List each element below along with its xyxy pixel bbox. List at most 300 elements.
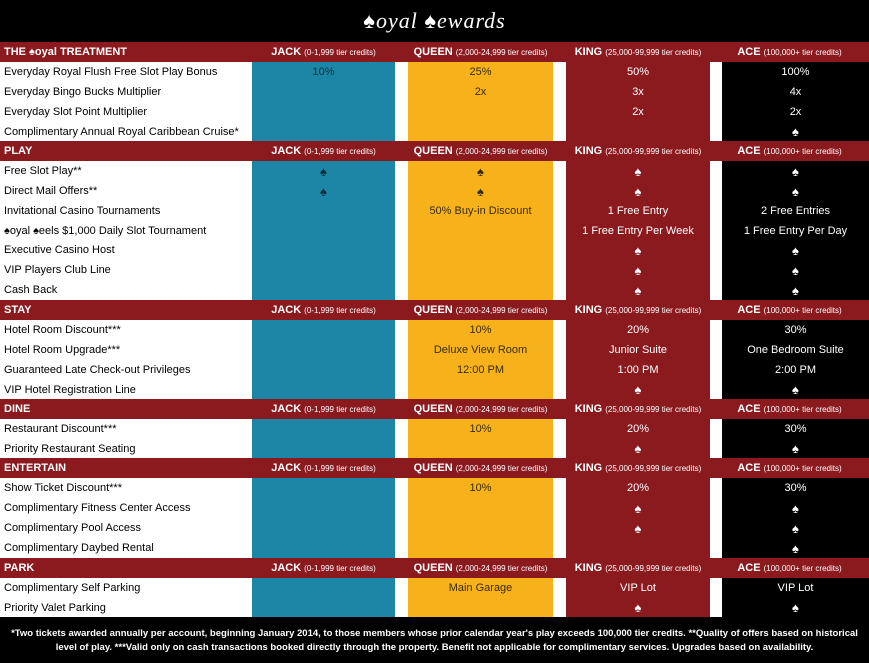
tier-range: (100,000+ tier credits)	[763, 404, 842, 414]
section-header-row	[0, 42, 869, 62]
column-gap	[395, 498, 408, 518]
benefit-jack	[252, 380, 395, 399]
benefit-label: Everyday Slot Point Multiplier	[0, 102, 252, 122]
tier-name: JACK	[271, 145, 302, 157]
benefit-jack	[252, 240, 395, 260]
benefit-label: Everyday Royal Flush Free Slot Play Bonus	[0, 62, 252, 82]
benefit-label: Invitational Casino Tournaments	[0, 201, 252, 221]
benefit-label: Free Slot Play**	[0, 161, 252, 181]
column-gap	[395, 201, 408, 221]
benefit-queen	[408, 538, 553, 558]
column-gap	[710, 240, 722, 260]
section-title: DINE	[0, 399, 252, 419]
benefit-ace	[722, 380, 869, 399]
benefit-jack	[252, 260, 395, 280]
column-gap	[395, 538, 408, 558]
tier-header-queen	[395, 42, 566, 62]
benefit-ace: 2:00 PM	[722, 360, 869, 380]
tier-name: JACK	[271, 403, 302, 415]
spade-icon: ♠	[634, 183, 642, 199]
benefit-ace	[722, 538, 869, 558]
column-gap	[553, 240, 566, 260]
benefit-king: VIP Lot	[566, 578, 710, 598]
table-row	[0, 122, 869, 141]
benefit-king	[566, 439, 710, 458]
column-gap	[710, 538, 722, 558]
benefit-label: Complimentary Fitness Center Access	[0, 498, 252, 518]
tier-range: (25,000-99,999 tier credits)	[605, 146, 702, 156]
tier-header-ace	[710, 399, 869, 419]
benefit-king: 50%	[566, 62, 710, 82]
tier-name: ACE	[737, 403, 761, 415]
tier-range: (100,000+ tier credits)	[763, 563, 842, 573]
benefit-queen	[408, 181, 553, 201]
tier-header-ace	[710, 558, 869, 578]
spade-icon: ♠	[634, 441, 642, 456]
benefit-label: Priority Restaurant Seating	[0, 439, 252, 458]
column-gap	[553, 518, 566, 538]
benefit-jack	[252, 122, 395, 141]
tier-range: (0-1,999 tier credits)	[304, 404, 376, 414]
benefit-ace: 4x	[722, 82, 869, 102]
column-gap	[395, 122, 408, 141]
tier-range: (2,000-24,999 tier credits)	[455, 463, 548, 473]
tier-header-jack	[252, 399, 395, 419]
spade-icon: ♠	[792, 282, 799, 298]
table-row	[0, 360, 869, 380]
tier-name: QUEEN	[413, 145, 453, 157]
column-gap	[395, 280, 408, 300]
tier-name: QUEEN	[413, 562, 453, 574]
spade-icon: ♠	[792, 183, 799, 199]
column-gap	[710, 518, 722, 538]
benefit-king	[566, 538, 710, 558]
tier-range: (2,000-24,999 tier credits)	[455, 47, 548, 57]
benefit-jack	[252, 221, 395, 240]
benefit-king: 20%	[566, 320, 710, 340]
benefit-label: Hotel Room Upgrade***	[0, 340, 252, 360]
page-title: ♠oyal ♠ewards	[363, 8, 506, 33]
table-row	[0, 578, 869, 598]
column-gap	[553, 538, 566, 558]
spade-icon: ♠	[320, 163, 327, 179]
benefit-queen: 25%	[408, 62, 553, 82]
benefit-queen	[408, 260, 553, 280]
table-row	[0, 240, 869, 260]
benefit-ace	[722, 161, 869, 181]
column-gap	[395, 478, 408, 498]
spade-icon: ♠	[634, 282, 642, 298]
benefit-label: Everyday Bingo Bucks Multiplier	[0, 82, 252, 102]
benefit-ace: 2x	[722, 102, 869, 122]
spade-icon: ♠	[634, 382, 642, 397]
benefit-king	[566, 380, 710, 399]
column-gap	[395, 82, 408, 102]
benefit-king	[566, 240, 710, 260]
tier-header-king	[566, 558, 710, 578]
tier-range: (100,000+ tier credits)	[763, 146, 842, 156]
column-gap	[553, 419, 566, 439]
benefit-ace: 30%	[722, 320, 869, 340]
tier-name: JACK	[271, 562, 302, 574]
benefit-queen: 2x	[408, 82, 553, 102]
tier-header-jack	[252, 558, 395, 578]
table-row	[0, 201, 869, 221]
column-gap	[710, 478, 722, 498]
benefit-label: ♠oyal ♠eels $1,000 Daily Slot Tournament	[0, 221, 252, 240]
column-gap	[395, 578, 408, 598]
benefit-label: Complimentary Annual Royal Caribbean Cruise*	[0, 122, 252, 141]
table-row	[0, 478, 869, 498]
benefit-queen: 10%	[408, 478, 553, 498]
benefit-king	[566, 280, 710, 300]
spade-icon: ♠	[792, 540, 799, 556]
spade-icon: ♠	[634, 520, 642, 536]
spade-icon: ♠	[792, 262, 799, 278]
benefit-ace	[722, 598, 869, 617]
column-gap	[553, 62, 566, 82]
tier-name: KING	[574, 403, 603, 415]
tier-name: KING	[574, 304, 603, 316]
tier-name: QUEEN	[413, 462, 453, 474]
tier-range: (100,000+ tier credits)	[763, 463, 842, 473]
column-gap	[710, 102, 722, 122]
table-row	[0, 102, 869, 122]
column-gap	[553, 478, 566, 498]
tier-header-king	[566, 399, 710, 419]
column-gap	[710, 340, 722, 360]
column-gap	[553, 340, 566, 360]
tier-name: JACK	[271, 46, 302, 58]
benefit-king	[566, 598, 710, 617]
benefit-ace	[722, 240, 869, 260]
tier-name: QUEEN	[413, 304, 453, 316]
tier-header-ace	[710, 42, 869, 62]
benefit-ace: 1 Free Entry Per Day	[722, 221, 869, 240]
benefit-ace	[722, 498, 869, 518]
column-gap	[553, 260, 566, 280]
tier-range: (25,000-99,999 tier credits)	[605, 463, 702, 473]
benefit-queen	[408, 122, 553, 141]
column-gap	[395, 320, 408, 340]
column-gap	[710, 82, 722, 102]
tier-range: (2,000-24,999 tier credits)	[455, 146, 548, 156]
tier-name: QUEEN	[413, 403, 453, 415]
column-gap	[553, 280, 566, 300]
benefit-ace: VIP Lot	[722, 578, 869, 598]
benefit-king: 2x	[566, 102, 710, 122]
benefit-label: Priority Valet Parking	[0, 598, 252, 617]
table-row	[0, 498, 869, 518]
column-gap	[395, 260, 408, 280]
benefit-king: Junior Suite	[566, 340, 710, 360]
column-gap	[710, 578, 722, 598]
column-gap	[553, 181, 566, 201]
benefit-king: 1 Free Entry Per Week	[566, 221, 710, 240]
tier-range: (25,000-99,999 tier credits)	[605, 404, 702, 414]
spade-icon: ♠	[634, 600, 642, 615]
benefit-queen	[408, 161, 553, 181]
column-gap	[395, 62, 408, 82]
benefit-ace: 100%	[722, 62, 869, 82]
section-header-row	[0, 141, 869, 161]
benefit-label: Complimentary Pool Access	[0, 518, 252, 538]
tier-name: ACE	[737, 562, 761, 574]
tier-header-king	[566, 300, 710, 320]
tier-range: (0-1,999 tier credits)	[304, 563, 376, 573]
tier-name: KING	[574, 562, 603, 574]
column-gap	[395, 240, 408, 260]
benefit-queen	[408, 380, 553, 399]
benefit-label: VIP Players Club Line	[0, 260, 252, 280]
benefit-jack	[252, 478, 395, 498]
tier-range: (2,000-24,999 tier credits)	[455, 563, 548, 573]
table-row	[0, 280, 869, 300]
benefit-queen	[408, 102, 553, 122]
tier-header-queen	[395, 458, 566, 478]
column-gap	[710, 122, 722, 141]
table-row	[0, 181, 869, 201]
spade-icon: ♠	[792, 520, 799, 536]
benefit-queen: 10%	[408, 320, 553, 340]
benefit-jack	[252, 280, 395, 300]
spade-icon: ♠	[634, 242, 642, 258]
tier-name: KING	[574, 462, 603, 474]
column-gap	[395, 380, 408, 399]
section-header-row	[0, 300, 869, 320]
section-title: PARK	[0, 558, 252, 578]
benefit-queen	[408, 598, 553, 617]
column-gap	[395, 439, 408, 458]
table-row	[0, 221, 869, 240]
tier-name: KING	[574, 46, 603, 58]
tier-header-queen	[395, 300, 566, 320]
benefit-jack	[252, 518, 395, 538]
column-gap	[553, 102, 566, 122]
benefit-jack	[252, 498, 395, 518]
benefit-label: Show Ticket Discount***	[0, 478, 252, 498]
benefit-label: Complimentary Self Parking	[0, 578, 252, 598]
table-row	[0, 260, 869, 280]
benefit-king	[566, 498, 710, 518]
tier-range: (0-1,999 tier credits)	[304, 47, 376, 57]
column-gap	[395, 161, 408, 181]
column-gap	[553, 598, 566, 617]
tier-range: (100,000+ tier credits)	[763, 47, 842, 57]
column-gap	[710, 598, 722, 617]
column-gap	[553, 380, 566, 399]
benefit-ace	[722, 439, 869, 458]
column-gap	[553, 221, 566, 240]
tier-header-king	[566, 42, 710, 62]
benefit-queen: 10%	[408, 419, 553, 439]
tier-name: JACK	[271, 304, 302, 316]
section-header-row	[0, 399, 869, 419]
spade-icon: ♠	[320, 183, 327, 199]
table-row	[0, 62, 869, 82]
benefit-ace: One Bedroom Suite	[722, 340, 869, 360]
table-row	[0, 538, 869, 558]
benefit-ace	[722, 280, 869, 300]
benefit-queen: 12:00 PM	[408, 360, 553, 380]
benefit-jack	[252, 340, 395, 360]
column-gap	[553, 498, 566, 518]
tier-header-queen	[395, 399, 566, 419]
table-row	[0, 439, 869, 458]
tier-header-queen	[395, 558, 566, 578]
benefit-queen: 50% Buy-in Discount	[408, 201, 553, 221]
column-gap	[710, 260, 722, 280]
column-gap	[710, 62, 722, 82]
spade-icon: ♠	[792, 600, 799, 615]
benefit-ace: 2 Free Entries	[722, 201, 869, 221]
benefit-jack	[252, 598, 395, 617]
tier-name: ACE	[737, 304, 761, 316]
tier-range: (0-1,999 tier credits)	[304, 146, 376, 156]
benefit-ace	[722, 518, 869, 538]
column-gap	[395, 340, 408, 360]
column-gap	[710, 380, 722, 399]
benefit-king	[566, 181, 710, 201]
spade-icon: ♠	[792, 382, 799, 397]
tier-header-jack	[252, 42, 395, 62]
column-gap	[553, 122, 566, 141]
benefit-queen	[408, 221, 553, 240]
column-gap	[710, 201, 722, 221]
benefit-label: Guaranteed Late Check-out Privileges	[0, 360, 252, 380]
benefit-king	[566, 161, 710, 181]
column-gap	[710, 161, 722, 181]
benefit-king: 20%	[566, 419, 710, 439]
column-gap	[395, 102, 408, 122]
tier-name: ACE	[737, 462, 761, 474]
column-gap	[395, 360, 408, 380]
spade-icon: ♠	[792, 124, 799, 139]
column-gap	[553, 320, 566, 340]
table-row	[0, 598, 869, 617]
spade-icon: ♠	[792, 242, 799, 258]
tier-name: ACE	[737, 145, 761, 157]
spade-icon: ♠	[634, 262, 642, 278]
spade-icon: ♠	[477, 163, 484, 179]
benefit-jack	[252, 82, 395, 102]
benefit-king	[566, 122, 710, 141]
benefit-king	[566, 260, 710, 280]
tier-header-jack	[252, 141, 395, 161]
spade-icon: ♠	[634, 500, 642, 516]
benefit-jack	[252, 181, 395, 201]
section-header-row	[0, 458, 869, 478]
tier-name: JACK	[271, 462, 302, 474]
column-gap	[710, 419, 722, 439]
section-title: STAY	[0, 300, 252, 320]
tier-name: QUEEN	[413, 46, 453, 58]
section-title: PLAY	[0, 141, 252, 161]
tier-header-ace	[710, 300, 869, 320]
tier-range: (2,000-24,999 tier credits)	[455, 404, 548, 414]
benefit-king: 20%	[566, 478, 710, 498]
table-row	[0, 340, 869, 360]
tier-name: ACE	[737, 46, 761, 58]
table-row	[0, 419, 869, 439]
column-gap	[710, 221, 722, 240]
tier-range: (0-1,999 tier credits)	[304, 463, 376, 473]
column-gap	[553, 82, 566, 102]
benefit-king: 1 Free Entry	[566, 201, 710, 221]
benefit-king: 1:00 PM	[566, 360, 710, 380]
tier-header-ace	[710, 458, 869, 478]
benefit-queen	[408, 240, 553, 260]
page-header	[0, 0, 869, 42]
benefit-label: Hotel Room Discount***	[0, 320, 252, 340]
column-gap	[395, 518, 408, 538]
tier-range: (2,000-24,999 tier credits)	[455, 305, 548, 315]
column-gap	[395, 598, 408, 617]
table-row	[0, 82, 869, 102]
column-gap	[710, 439, 722, 458]
benefit-ace	[722, 181, 869, 201]
benefit-queen	[408, 280, 553, 300]
spade-icon: ♠	[634, 163, 642, 179]
benefit-label: Executive Casino Host	[0, 240, 252, 260]
tier-header-king	[566, 141, 710, 161]
column-gap	[553, 161, 566, 181]
benefit-queen: Deluxe View Room	[408, 340, 553, 360]
benefit-king	[566, 518, 710, 538]
table-row	[0, 161, 869, 181]
spade-icon: ♠	[792, 500, 799, 516]
tier-header-jack	[252, 458, 395, 478]
tier-name: KING	[574, 145, 603, 157]
benefit-jack	[252, 419, 395, 439]
table-row	[0, 518, 869, 538]
benefit-queen	[408, 518, 553, 538]
benefit-queen	[408, 439, 553, 458]
benefit-ace	[722, 260, 869, 280]
section-title: THE ♠oyal TREATMENT	[0, 42, 252, 62]
benefit-ace: 30%	[722, 478, 869, 498]
column-gap	[553, 360, 566, 380]
footnote: *Two tickets awarded annually per account, beginning January 2014, to those members whose prior calendar year's play exceeds 100,000 tier credits. **Quality of offers based on historical level of play. ***Valid only on cash transactions booked directly through the property. Benefit not applicable for complimentary services. Upgrades based on availability.	[0, 622, 869, 663]
benefit-ace	[722, 122, 869, 141]
benefit-jack	[252, 102, 395, 122]
tier-range: (25,000-99,999 tier credits)	[605, 563, 702, 573]
benefit-jack	[252, 439, 395, 458]
section-title: ENTERTAIN	[0, 458, 252, 478]
table-row	[0, 320, 869, 340]
column-gap	[710, 280, 722, 300]
benefit-label: Complimentary Daybed Rental	[0, 538, 252, 558]
benefit-jack	[252, 578, 395, 598]
column-gap	[710, 498, 722, 518]
column-gap	[710, 181, 722, 201]
tier-header-ace	[710, 141, 869, 161]
table-row	[0, 380, 869, 399]
benefit-queen: Main Garage	[408, 578, 553, 598]
benefit-label: Direct Mail Offers**	[0, 181, 252, 201]
tier-range: (0-1,999 tier credits)	[304, 305, 376, 315]
benefit-label: Restaurant Discount***	[0, 419, 252, 439]
tier-range: (25,000-99,999 tier credits)	[605, 305, 702, 315]
column-gap	[395, 419, 408, 439]
benefit-queen	[408, 498, 553, 518]
benefit-label: Cash Back	[0, 280, 252, 300]
column-gap	[710, 360, 722, 380]
tier-header-jack	[252, 300, 395, 320]
benefit-jack	[252, 320, 395, 340]
benefit-jack	[252, 201, 395, 221]
benefit-ace: 30%	[722, 419, 869, 439]
